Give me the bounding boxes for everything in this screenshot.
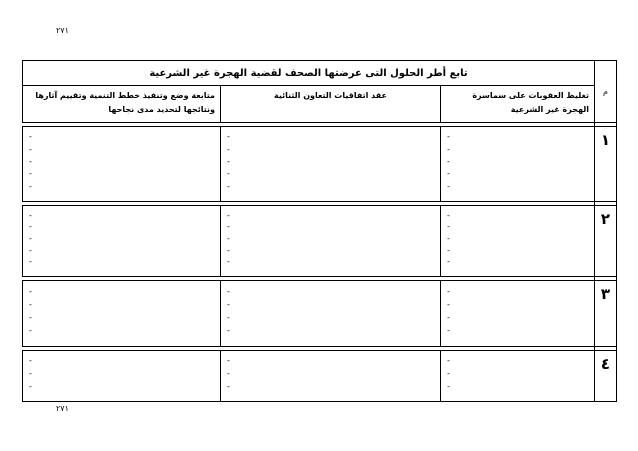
dash-placeholder: - [227,222,230,232]
page-number-bottom: ٢٧١ [56,404,69,413]
solutions-table [22,60,617,402]
dash-placeholder: - [29,169,32,179]
dash-placeholder: - [447,286,450,296]
dash-placeholder: - [227,169,230,179]
dash-placeholder: - [447,356,450,366]
column-header-agreements: عقد اتفاقيات التعاون الثنائية [221,86,441,123]
dash-placeholder: - [227,156,230,166]
dash-placeholder: - [29,144,32,154]
table-cell [221,351,441,402]
dash-placeholder: - [29,381,32,391]
table-cell [23,281,221,347]
dash-placeholder: - [447,245,450,255]
table-cell [23,351,221,402]
dash-placeholder: - [227,132,230,142]
dash-placeholder: - [447,156,450,166]
row-number: ٤ [595,351,617,402]
table-row [23,206,617,277]
table-cell [23,206,221,277]
table-cell [221,281,441,347]
dash-placeholder: - [29,233,32,243]
dash-placeholder: - [447,313,450,323]
dash-placeholder: - [29,368,32,378]
dash-placeholder: - [447,326,450,336]
row-number: ١ [595,127,617,202]
dash-placeholder: - [29,286,32,296]
dash-placeholder: - [447,169,450,179]
dash-placeholder: - [29,132,32,142]
dash-placeholder: - [29,326,32,336]
dash-placeholder: - [447,368,450,378]
column-header-penalties: تغليظ العقوبات على سماسرة الهجرة غير الشرعية [441,86,595,123]
dash-placeholder: - [227,144,230,154]
dash-placeholder: - [29,245,32,255]
table-cell [23,127,221,202]
index-header: م [595,61,617,123]
dash-placeholder: - [29,356,32,366]
dash-placeholder: - [29,222,32,232]
dash-placeholder: - [227,313,230,323]
dash-placeholder: - [227,326,230,336]
dash-placeholder: - [29,313,32,323]
table-cell [441,206,595,277]
dash-placeholder: - [227,210,230,220]
dash-placeholder: - [447,299,450,309]
dash-placeholder: - [29,156,32,166]
dash-placeholder: - [227,356,230,366]
table-cell [441,351,595,402]
table-cell [441,281,595,347]
dash-placeholder: - [227,245,230,255]
dash-placeholder: - [447,144,450,154]
dash-placeholder: - [227,257,230,267]
dash-placeholder: - [29,181,32,191]
dash-placeholder: - [447,222,450,232]
dash-placeholder: - [447,132,450,142]
dash-placeholder: - [29,257,32,267]
table-title: تابع أطر الحلول التى عرضتها الصحف لقضية الهجرة غير الشرعية [23,61,595,86]
dash-placeholder: - [447,381,450,391]
table-row [23,281,617,347]
dash-placeholder: - [227,233,230,243]
dash-placeholder: - [447,257,450,267]
dash-placeholder: - [29,210,32,220]
table-cell [441,127,595,202]
dash-placeholder: - [447,210,450,220]
row-number: ٣ [595,281,617,347]
dash-placeholder: - [227,181,230,191]
dash-placeholder: - [227,299,230,309]
dash-placeholder: - [447,233,450,243]
dash-placeholder: - [227,286,230,296]
table-cell [221,127,441,202]
page-number-top: ٢٧١ [56,26,69,35]
table-row [23,351,617,402]
dash-placeholder: - [447,181,450,191]
dash-placeholder: - [29,299,32,309]
table-row [23,127,617,202]
table-cell [221,206,441,277]
column-header-development: متابعة وضع وتنفيذ خطط التنمية وتقييم آثارها ونتائجها لتحديد مدى نجاحها [23,86,221,123]
dash-placeholder: - [227,368,230,378]
dash-placeholder: - [227,381,230,391]
row-number: ٢ [595,206,617,277]
